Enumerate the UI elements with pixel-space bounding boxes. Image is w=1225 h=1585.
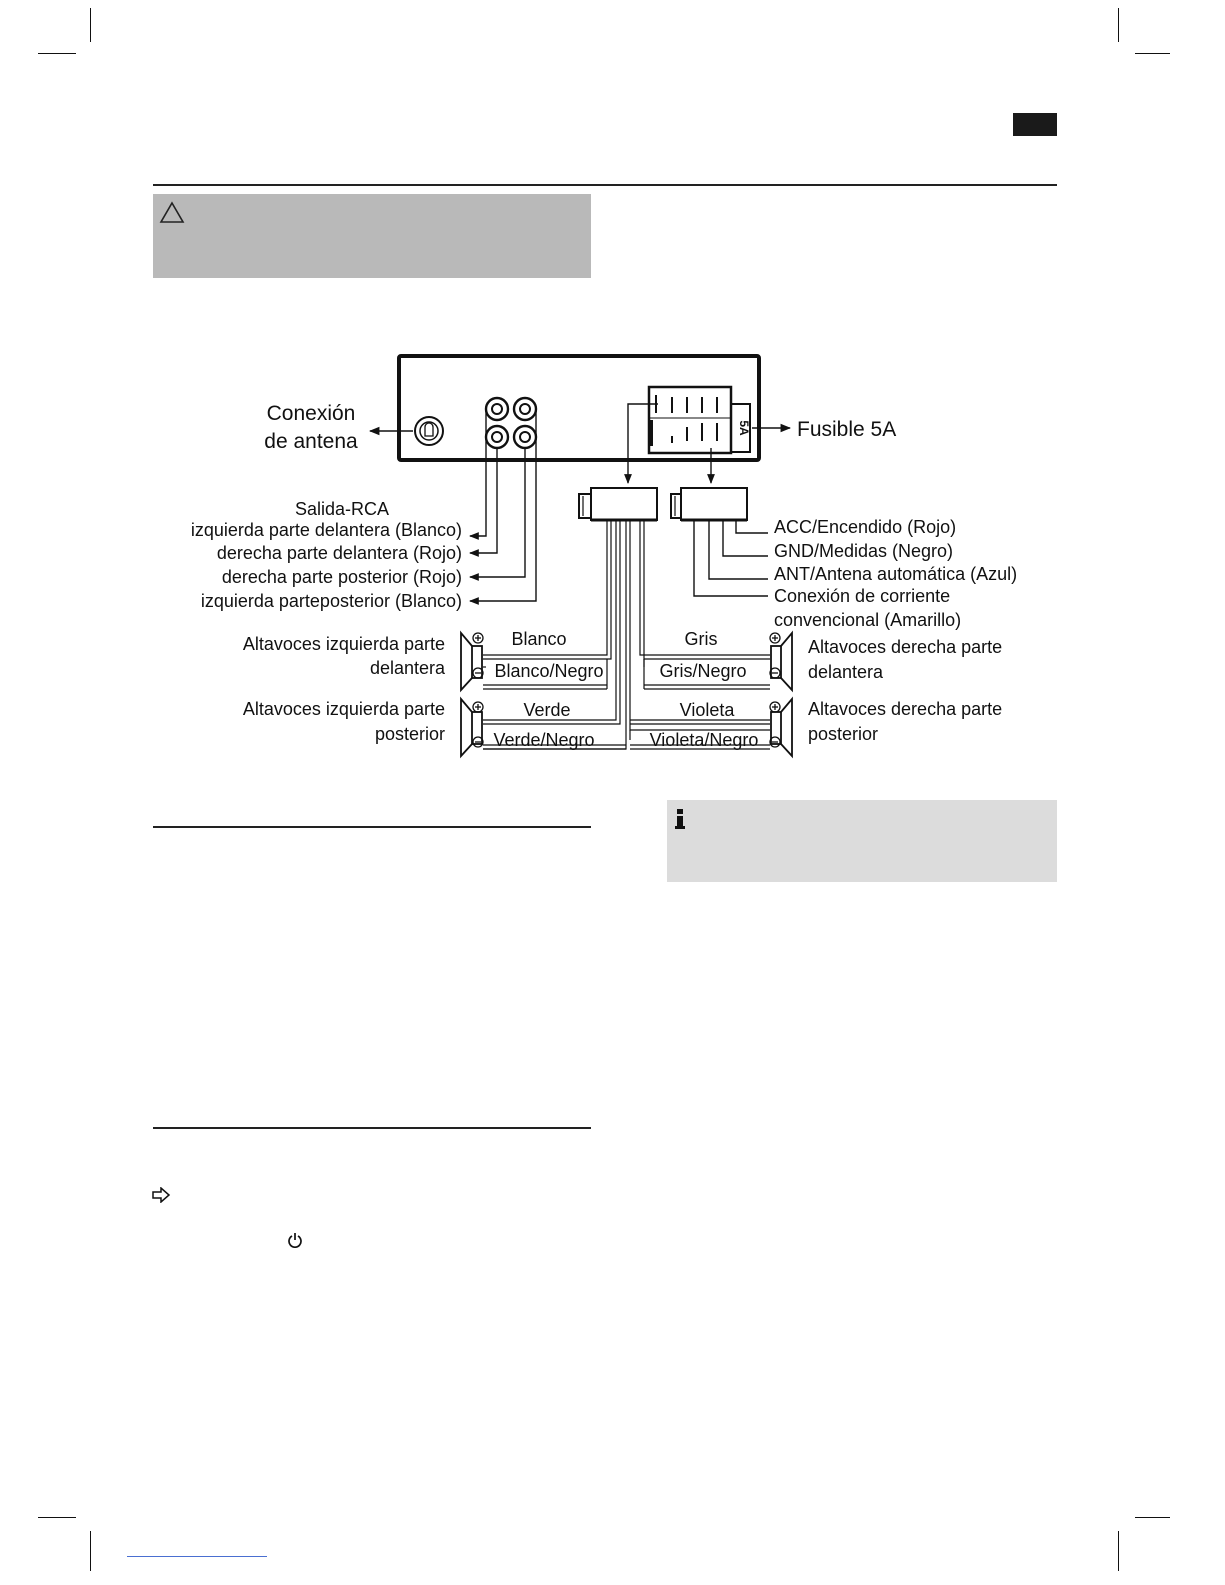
speaker-label: delantera — [369, 658, 445, 678]
speaker-label: Altavoces izquierda parte — [242, 699, 445, 719]
hollow-arrow-icon — [152, 1187, 172, 1203]
iso-socket-icon — [649, 387, 750, 453]
rca-output-label: izquierda parteposterior (Blanco) — [200, 591, 462, 611]
speaker-label: Altavoces derecha parte — [808, 637, 1003, 657]
power-icon — [287, 1232, 303, 1248]
antenna-socket-icon — [415, 417, 443, 445]
speaker-label: posterior — [374, 724, 445, 744]
section-rule — [153, 826, 591, 828]
speaker-label: Altavoces derecha parte — [808, 699, 1003, 719]
power-wire-label: GND/Medidas (Negro) — [774, 541, 954, 561]
power-constant-label: Conexión de corriente — [774, 586, 951, 606]
crop-mark — [38, 1517, 76, 1518]
rca-output-label: derecha parte delantera (Rojo) — [216, 543, 462, 563]
footer-link-underline — [127, 1556, 267, 1557]
rca-jack-icon — [486, 398, 536, 448]
wire-color-label: Violeta/Negro — [649, 730, 759, 750]
crop-mark — [1135, 1517, 1170, 1518]
wire-color-label: Violeta — [679, 700, 735, 720]
power-constant-label: convencional (Amarillo) — [774, 610, 962, 630]
rca-output-label: izquierda parte delantera (Blanco) — [190, 520, 462, 540]
power-wires — [694, 520, 768, 596]
crop-mark — [90, 1531, 91, 1571]
antenna-label: Conexión — [266, 402, 356, 425]
speaker-label: delantera — [808, 662, 884, 682]
wire-color-label: Gris/Negro — [659, 661, 747, 681]
info-box — [667, 800, 1057, 882]
power-wire-label: ACC/Encendido (Rojo) — [774, 517, 957, 537]
wire-color-label: Gris — [684, 629, 718, 649]
fuse-label: Fusible 5A — [797, 418, 897, 441]
antenna-label: de antena — [264, 430, 358, 453]
speaker-plug-icon — [579, 488, 657, 520]
rca-title: Salida-RCA — [294, 499, 390, 519]
info-icon — [673, 809, 687, 831]
wire-color-label: Verde — [523, 700, 571, 720]
rca-output-label: derecha parte posterior (Rojo) — [221, 567, 462, 587]
section-rule — [153, 1127, 591, 1129]
power-plug-icon — [671, 488, 747, 520]
rca-leads — [470, 409, 536, 601]
wire-color-label: Blanco/Negro — [494, 661, 604, 681]
wire-color-label: Verde/Negro — [493, 730, 595, 750]
wire-color-label: Blanco — [511, 629, 567, 649]
power-wire-label: ANT/Antena automática (Azul) — [774, 564, 1018, 584]
speaker-label: posterior — [808, 724, 879, 744]
speaker-label: Altavoces izquierda parte — [242, 634, 445, 654]
crop-mark — [1118, 1531, 1119, 1571]
fuse-tag: 5A — [737, 420, 751, 436]
head-unit-body — [399, 356, 759, 460]
